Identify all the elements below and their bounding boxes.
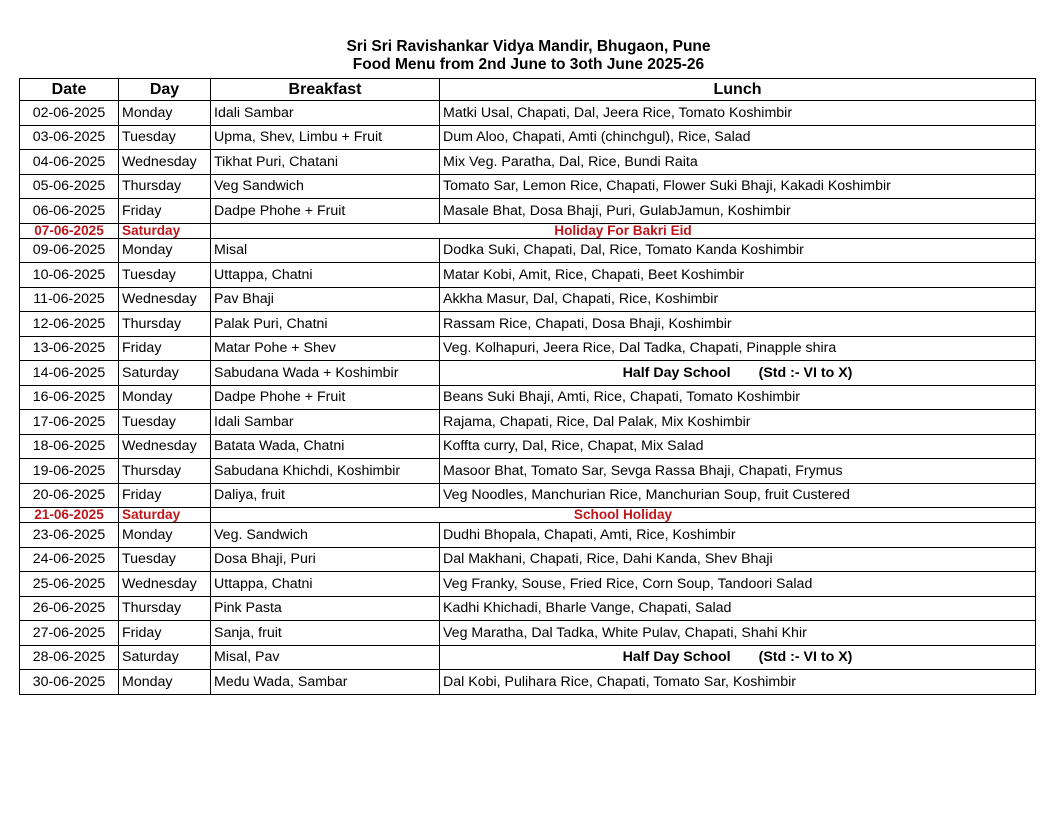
holiday-note: School Holiday [211,508,1036,523]
table-row [20,361,1036,386]
breakfast-cell: Veg. Sandwich [211,523,440,548]
breakfast-cell: Batata Wada, Chatni [211,434,440,459]
lunch-cell: Akkha Masur, Dal, Chapati, Rice, Koshimbir [440,287,1036,312]
half-day-label: Half Day School [622,649,731,666]
lunch-cell: Rajama, Chapati, Rice, Dal Palak, Mix Koshimbir [440,410,1036,435]
day-cell: Thursday [119,596,211,621]
day-cell: Tuesday [119,263,211,288]
lunch-cell: Veg. Kolhapuri, Jeera Rice, Dal Tadka, Chapati, Pinapple shira [440,336,1036,361]
day-cell: Wednesday [119,150,211,175]
breakfast-cell: Dadpe Phohe + Fruit [211,199,440,224]
breakfast-cell: Matar Pohe + Shev [211,336,440,361]
table-row [20,483,1036,508]
date-cell: 27-06-2025 [20,621,119,646]
lunch-cell: Dal Kobi, Pulihara Rice, Chapati, Tomato Sar, Koshimbir [440,670,1036,695]
lunch-cell: Veg Noodles, Manchurian Rice, Manchurian Soup, fruit Custered [440,483,1036,508]
day-cell: Saturday [119,361,211,386]
breakfast-cell: Idali Sambar [211,410,440,435]
date-cell: 09-06-2025 [20,238,119,263]
table-row [20,596,1036,621]
date-cell: 04-06-2025 [20,150,119,175]
food-menu-table [19,78,1036,695]
lunch-cell: Mix Veg. Paratha, Dal, Rice, Bundi Raita [440,150,1036,175]
half-day-standard: (Std :- VI to X) [758,364,853,381]
day-cell: Monday [119,238,211,263]
lunch-cell: Beans Suki Bhaji, Amti, Rice, Chapati, Tomato Koshimbir [440,385,1036,410]
table-row [20,621,1036,646]
column-header-breakfast: Breakfast [211,79,440,101]
lunch-cell: Masoor Bhat, Tomato Sar, Sevga Rassa Bhaji, Chapati, Frymus [440,459,1036,484]
holiday-note: Holiday For Bakri Eid [211,223,1036,238]
lunch-cell: Dodka Suki, Chapati, Dal, Rice, Tomato Kanda Koshimbir [440,238,1036,263]
table-row [20,125,1036,150]
lunch-cell: Masale Bhat, Dosa Bhaji, Puri, GulabJamun, Koshimbir [440,199,1036,224]
date-cell: 11-06-2025 [20,287,119,312]
day-cell: Wednesday [119,434,211,459]
day-cell: Wednesday [119,572,211,597]
breakfast-cell: Dadpe Phohe + Fruit [211,385,440,410]
date-cell: 28-06-2025 [20,645,119,670]
day-cell: Friday [119,621,211,646]
table-row [20,385,1036,410]
table-row [20,238,1036,263]
table-row [20,523,1036,548]
date-cell: 20-06-2025 [20,483,119,508]
table-row [20,336,1036,361]
breakfast-cell: Idali Sambar [211,101,440,126]
day-cell: Tuesday [119,125,211,150]
table-row [20,670,1036,695]
column-header-lunch: Lunch [440,79,1036,101]
lunch-cell [440,645,1036,670]
table-row [20,645,1036,670]
day-cell: Monday [119,385,211,410]
breakfast-cell: Veg Sandwich [211,174,440,199]
holiday-row [20,223,1036,238]
breakfast-cell: Sabudana Khichdi, Koshimbir [211,459,440,484]
lunch-cell: Matar Kobi, Amit, Rice, Chapati, Beet Koshimbir [440,263,1036,288]
breakfast-cell: Misal, Pav [211,645,440,670]
date-cell: 18-06-2025 [20,434,119,459]
lunch-cell: Tomato Sar, Lemon Rice, Chapati, Flower Suki Bhaji, Kakadi Koshimbir [440,174,1036,199]
breakfast-cell: Medu Wada, Sambar [211,670,440,695]
table-row [20,410,1036,435]
lunch-cell: Koffta curry, Dal, Rice, Chapat, Mix Salad [440,434,1036,459]
lunch-cell: Matki Usal, Chapati, Dal, Jeera Rice, Tomato Koshimbir [440,101,1036,126]
day-cell: Friday [119,483,211,508]
day-cell: Thursday [119,174,211,199]
half-day-standard: (Std :- VI to X) [758,649,853,666]
day-cell: Thursday [119,312,211,337]
day-cell: Tuesday [119,410,211,435]
breakfast-cell: Dosa Bhaji, Puri [211,547,440,572]
breakfast-cell: Pink Pasta [211,596,440,621]
lunch-cell: Veg Maratha, Dal Tadka, White Pulav, Chapati, Shahi Khir [440,621,1036,646]
date-cell: 19-06-2025 [20,459,119,484]
table-row [20,263,1036,288]
lunch-cell: Dudhi Bhopala, Chapati, Amti, Rice, Koshimbir [440,523,1036,548]
lunch-cell: Rassam Rice, Chapati, Dosa Bhaji, Koshimbir [440,312,1036,337]
breakfast-cell: Sabudana Wada + Koshimbir [211,361,440,386]
lunch-cell [440,361,1036,386]
table-row [20,174,1036,199]
date-cell: 23-06-2025 [20,523,119,548]
holiday-row [20,508,1036,523]
date-cell: 13-06-2025 [20,336,119,361]
date-cell: 02-06-2025 [20,101,119,126]
breakfast-cell: Misal [211,238,440,263]
date-cell: 07-06-2025 [20,223,119,238]
day-cell: Friday [119,336,211,361]
table-row [20,101,1036,126]
lunch-cell: Veg Franky, Souse, Fried Rice, Corn Soup, Tandoori Salad [440,572,1036,597]
page-title: Sri Sri Ravishankar Vidya Mandir, Bhugaon, Pune [346,38,711,55]
day-cell: Saturday [119,508,211,523]
breakfast-cell: Sanja, fruit [211,621,440,646]
day-cell: Friday [119,199,211,224]
table-row [20,547,1036,572]
day-cell: Wednesday [119,287,211,312]
page-subtitle: Food Menu from 2nd June to 3oth June 2025-26 [352,56,705,73]
table-row [20,199,1036,224]
breakfast-cell: Upma, Shev, Limbu + Fruit [211,125,440,150]
date-cell: 06-06-2025 [20,199,119,224]
date-cell: 30-06-2025 [20,670,119,695]
lunch-cell: Dal Makhani, Chapati, Rice, Dahi Kanda, Shev Bhaji [440,547,1036,572]
day-cell: Monday [119,101,211,126]
date-cell: 21-06-2025 [20,508,119,523]
date-cell: 03-06-2025 [20,125,119,150]
day-cell: Saturday [119,645,211,670]
lunch-cell: Dum Aloo, Chapati, Amti (chinchgul), Rice, Salad [440,125,1036,150]
column-header-date: Date [20,79,119,101]
breakfast-cell: Uttappa, Chatni [211,572,440,597]
table-row [20,434,1036,459]
table-row [20,312,1036,337]
table-header-row [20,79,1036,101]
breakfast-cell: Daliya, fruit [211,483,440,508]
day-cell: Tuesday [119,547,211,572]
day-cell: Thursday [119,459,211,484]
day-cell: Saturday [119,223,211,238]
date-cell: 05-06-2025 [20,174,119,199]
date-cell: 25-06-2025 [20,572,119,597]
date-cell: 12-06-2025 [20,312,119,337]
column-header-day: Day [119,79,211,101]
day-cell: Monday [119,670,211,695]
table-row [20,572,1036,597]
date-cell: 14-06-2025 [20,361,119,386]
date-cell: 26-06-2025 [20,596,119,621]
breakfast-cell: Tikhat Puri, Chatani [211,150,440,175]
date-cell: 24-06-2025 [20,547,119,572]
breakfast-cell: Uttappa, Chatni [211,263,440,288]
half-day-label: Half Day School [622,364,731,381]
day-cell: Monday [119,523,211,548]
date-cell: 16-06-2025 [20,385,119,410]
date-cell: 10-06-2025 [20,263,119,288]
date-cell: 17-06-2025 [20,410,119,435]
table-row [20,459,1036,484]
breakfast-cell: Palak Puri, Chatni [211,312,440,337]
table-row [20,150,1036,175]
table-row [20,287,1036,312]
lunch-cell: Kadhi Khichadi, Bharle Vange, Chapati, Salad [440,596,1036,621]
table-body [20,101,1036,695]
breakfast-cell: Pav Bhaji [211,287,440,312]
